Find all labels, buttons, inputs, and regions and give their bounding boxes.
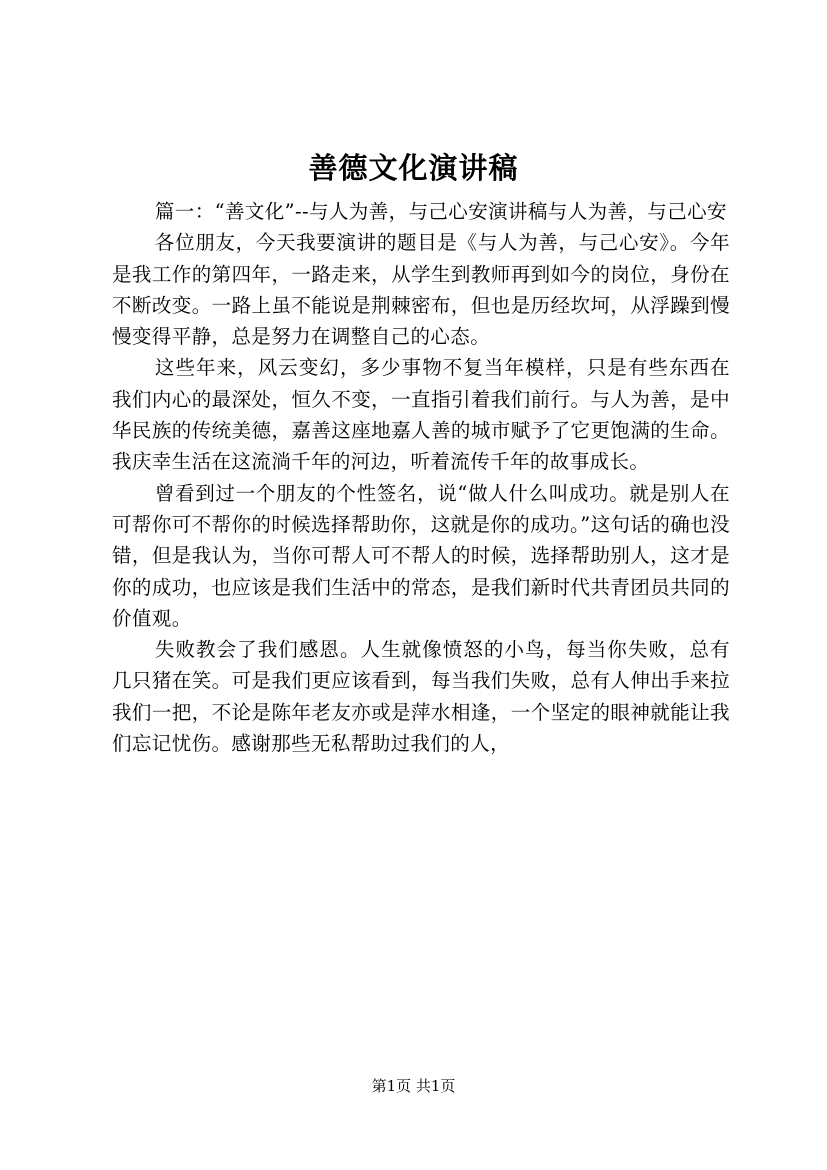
paragraph: 这些年来，风云变幻，多少事物不复当年模样，只是有些东西在我们内心的最深处，恒久不变，一直指引着我们前行。与人为善，是中华民族的传统美德，嘉善这座地嘉人善的城市赋予了它更饱满的生命。我庆幸生活在这流淌千年的河边，听着流传千年的故事成长。 [112, 356, 730, 474]
paragraph: 曾看到过一个朋友的个性签名，说“做人什么叫成功。就是别人在可帮你可不帮你的时候选择帮助你，这就是你的成功。”这句话的确也没错，但是我认为，当你可帮人可不帮人的时候，选择帮助别人，这才是你的成功，也应该是我们生活中的常态，是我们新时代共青团员共同的价值观。 [112, 481, 730, 630]
paragraph: 各位朋友，今天我要演讲的题目是《与人为善，与己心安》。今年是我工作的第四年，一路走来，从学生到教师再到如今的岗位，身份在不断改变。一路上虽不能说是荆棘密布，但也是历经坎坷，从浮躁到慢慢变得平静，总是努力在调整自己的心态。 [112, 231, 730, 349]
paragraph: 失败教会了我们感恩。人生就像愤怒的小鸟，每当你失败，总有几只猪在笑。可是我们更应该看到，每当我们失败，总有人伸出手来拉我们一把，不论是陈年老友亦或是萍水相逢，一个坚定的眼神就能让我们忘记忧伤。感谢那些无私帮助过我们的人， [112, 638, 730, 756]
document-body [112, 196, 730, 759]
page-footer: 第1页 共1页 [371, 1077, 456, 1095]
document-title: 善德文化演讲稿 [308, 151, 519, 185]
paragraph: 篇一：“善文化”--与人为善，与己心安演讲稿与人为善，与己心安 [154, 200, 727, 223]
